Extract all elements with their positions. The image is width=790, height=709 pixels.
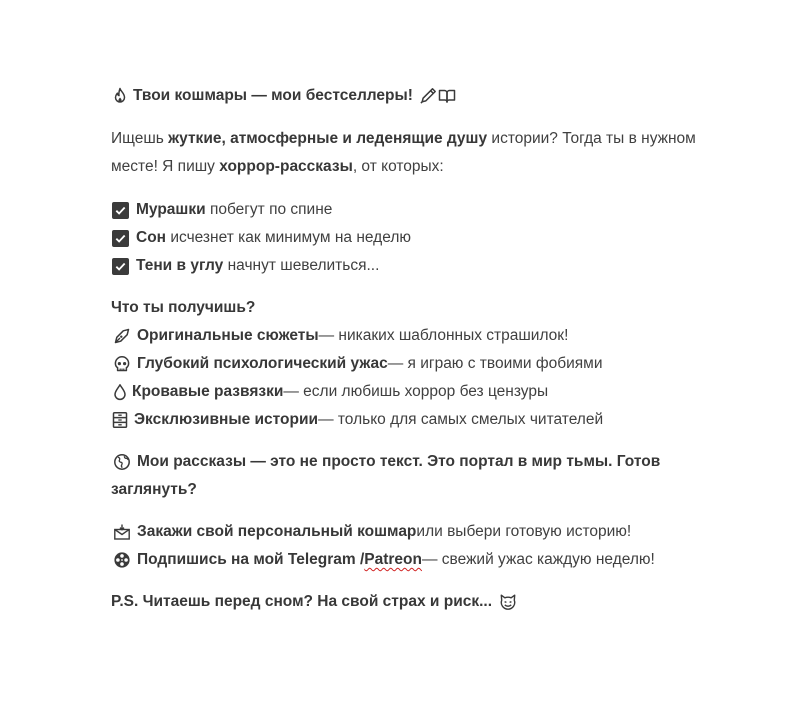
- benefit-bold: Кровавые развязки: [132, 383, 284, 400]
- intro-line-1: [111, 125, 711, 153]
- check-box-icon: [112, 258, 129, 275]
- benefit-text: — я играю с твоими фобиями: [387, 355, 603, 372]
- cta-subscribe: [111, 546, 711, 574]
- check-box-icon: [112, 230, 129, 247]
- ps-text: P.S. Читаешь перед сном? На свой страх и риск...: [111, 593, 493, 610]
- benefit-item: [111, 322, 711, 350]
- intro-line-2: [111, 153, 711, 181]
- intro-text: месте! Я пишу: [111, 158, 215, 175]
- checklist-item: [111, 224, 711, 252]
- skull-icon: [113, 355, 131, 373]
- intro-text: Ищешь: [111, 130, 164, 147]
- checklist-bold: Мурашки: [136, 201, 206, 218]
- cta-bold: Подпишись на мой Telegram /: [137, 551, 365, 568]
- benefit-bold: Эксклюзивные истории: [134, 411, 319, 428]
- benefit-bold: Глубокий психологический ужас: [137, 355, 388, 372]
- checklist-bold: Сон: [136, 229, 167, 246]
- checklist-text: исчезнет как минимум на неделю: [170, 229, 411, 246]
- fountain-pen-icon: [113, 327, 131, 345]
- portal-text: заглянуть?: [111, 481, 197, 498]
- document-body: [111, 80, 711, 616]
- benefit-text: — если любишь хоррор без цензуры: [283, 383, 549, 400]
- intro-text: , от которых:: [352, 158, 444, 175]
- benefit-item: [111, 378, 711, 406]
- cta-text: или выбери готовую историю!: [416, 523, 632, 540]
- globe-icon: [113, 453, 131, 471]
- patreon-link[interactable]: Patreon: [364, 551, 422, 568]
- benefits-heading: [111, 294, 711, 322]
- file-cabinet-icon: [111, 411, 129, 429]
- portal-line-1: [111, 448, 711, 476]
- smiling-cat-devil-icon: [499, 593, 517, 611]
- intro-bold: хоррор-рассказы: [219, 158, 353, 175]
- benefit-bold: Оригинальные сюжеты: [137, 327, 319, 344]
- checklist-text: побегут по спине: [209, 201, 333, 218]
- checklist-text: начнут шевелиться...: [227, 257, 380, 274]
- benefit-text: — только для самых смелых читателей: [318, 411, 604, 428]
- cta-text: — свежий ужас каждую неделю!: [422, 551, 655, 568]
- benefit-item: [111, 406, 711, 434]
- flame-icon: [111, 87, 129, 105]
- checklist-bold: Тени в углу: [136, 257, 224, 274]
- intro-text: истории? Тогда ты в нужном: [491, 130, 696, 147]
- envelope-icon: [113, 523, 131, 541]
- section-heading: Что ты получишь?: [111, 299, 256, 316]
- checklist-item: [111, 252, 711, 280]
- cta-bold: Закажи свой персональный кошмар: [137, 523, 417, 540]
- portal-line-2: [111, 476, 711, 504]
- page-title: Твои кошмары — мои бестселлеры!: [133, 87, 413, 104]
- intro-bold: жуткие, атмосферные и леденящие душу: [168, 130, 488, 147]
- pen-icon: [419, 87, 437, 105]
- benefit-item: [111, 350, 711, 378]
- ps-line: [111, 588, 711, 616]
- check-box-icon: [112, 202, 129, 219]
- film-reel-icon: [113, 551, 131, 569]
- benefit-text: — никаких шаблонных страшилок!: [318, 327, 569, 344]
- drop-icon: [111, 383, 129, 401]
- title-line: [111, 82, 711, 110]
- checklist-item: [111, 196, 711, 224]
- open-book-icon: [438, 87, 456, 105]
- portal-text: Мои рассказы — это не просто текст. Это портал в мир тьмы. Готов: [137, 453, 661, 470]
- cta-order: [111, 518, 711, 546]
